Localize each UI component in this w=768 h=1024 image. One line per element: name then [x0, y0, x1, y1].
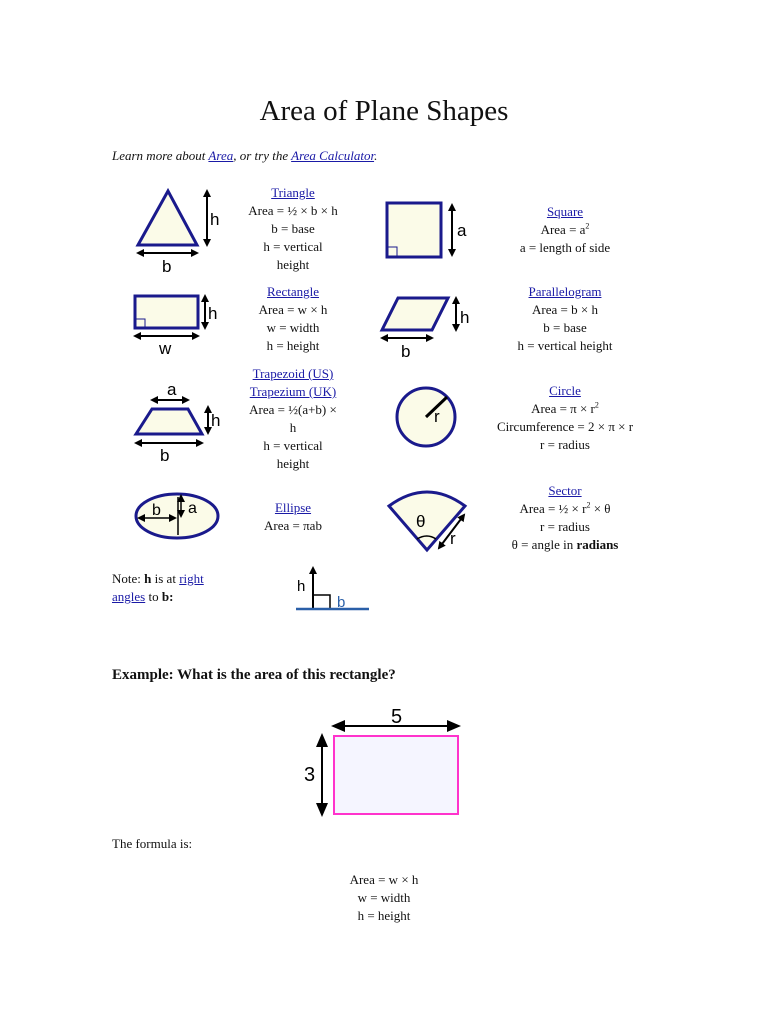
triangle-diagram — [130, 183, 230, 278]
circle-formula — [480, 382, 650, 454]
trapezoid-b-label: b — [160, 446, 170, 465]
circle-diagram — [394, 386, 464, 450]
trapezoid-line: height — [276, 456, 310, 471]
sector-area-text: Area = ½ × r — [519, 501, 587, 516]
intro-suffix: . — [374, 148, 378, 163]
example-rectangle-diagram — [300, 700, 475, 820]
intro-middle: , or try the — [233, 148, 292, 163]
sector-r-line: r = radius — [540, 519, 590, 534]
trapezoid-a-label: a — [167, 380, 177, 399]
triangle-h-label: h — [210, 210, 220, 229]
right-angle-note — [112, 570, 204, 606]
rectangle-formula — [230, 283, 356, 355]
ellipse-diagram — [132, 490, 227, 545]
sector-r-label: r — [450, 529, 456, 548]
note-b: b: — [161, 589, 174, 604]
square-a-label: a — [457, 221, 467, 240]
circle-r-label: r — [434, 407, 440, 426]
parallelogram-h-label: h — [460, 308, 470, 327]
square-area-exp: 2 — [585, 221, 590, 231]
circle-area-line — [480, 400, 650, 418]
area-calculator-link[interactable]: Area Calculator — [291, 148, 375, 163]
circle-area-exp: 2 — [594, 400, 599, 410]
triangle-line: h = vertical — [263, 239, 323, 254]
square-formula — [490, 203, 640, 257]
trapezoid-diagram — [130, 378, 230, 466]
trapezoid-h-label: h — [211, 411, 221, 430]
square-link[interactable]: Square — [546, 204, 584, 219]
square-diagram — [384, 200, 484, 262]
right-angles-link[interactable]: right — [179, 571, 204, 586]
sector-area-tail: × θ — [590, 501, 611, 516]
note-diagram-h-label: h — [297, 578, 306, 595]
trapezoid-us-link[interactable]: Trapezoid (US) — [252, 366, 334, 381]
square-area-text: Area = a — [540, 222, 586, 237]
example-height-label: 3 — [304, 764, 316, 786]
sector-area-exp: 2 — [586, 500, 591, 510]
square-line: a = length of side — [519, 240, 611, 255]
triangle-link[interactable]: Triangle — [271, 185, 315, 200]
trapezoid-line: h — [289, 420, 297, 435]
ellipse-line: Area = πab — [264, 518, 322, 533]
sector-link[interactable]: Sector — [548, 483, 582, 498]
page-title: Area of Plane Shapes — [259, 95, 509, 127]
trapezium-uk-link[interactable]: Trapezium (UK) — [249, 384, 337, 399]
formula-intro: The formula is: — [112, 836, 193, 851]
ellipse-link[interactable]: Ellipse — [274, 500, 312, 515]
sector-theta-bold: radians — [576, 537, 619, 552]
parallelogram-diagram — [378, 293, 488, 361]
ellipse-a-label: a — [188, 500, 197, 517]
note-diagram-b-label: b — [337, 594, 346, 611]
trapezoid-line: h = vertical — [263, 438, 323, 453]
parallelogram-b-label: b — [401, 342, 411, 361]
example-formula-line: w = width — [357, 890, 411, 905]
circle-area-text: Area = π × r — [531, 401, 595, 416]
note-to: to — [145, 589, 162, 604]
parallelogram-line: Area = b × h — [532, 302, 598, 317]
right-angle-diagram — [294, 562, 374, 614]
rectangle-h-label: h — [208, 304, 218, 323]
example-formula — [284, 871, 484, 925]
area-link[interactable]: Area — [208, 148, 234, 163]
example-width-label: 5 — [391, 706, 403, 728]
note-h: h — [144, 571, 152, 586]
intro-prefix: Learn more about — [112, 148, 209, 163]
example-formula-line: h = height — [357, 908, 411, 923]
triangle-line: b = base — [271, 221, 315, 236]
triangle-line: Area = ½ × b × h — [248, 203, 338, 218]
sector-formula — [480, 482, 650, 554]
parallelogram-link[interactable]: Parallelogram — [528, 284, 602, 299]
sector-area-line — [480, 500, 650, 518]
sector-theta-prefix: θ = angle in — [511, 537, 577, 552]
square-area-line — [490, 221, 640, 239]
parallelogram-formula — [490, 283, 640, 355]
intro-text — [112, 148, 377, 164]
rectangle-line: h = height — [266, 338, 320, 353]
triangle-formula — [230, 184, 356, 274]
ellipse-b-label: b — [152, 502, 161, 519]
trapezoid-formula — [230, 365, 356, 473]
parallelogram-line: b = base — [543, 320, 587, 335]
note-middle: is at — [151, 571, 180, 586]
note-prefix: Note: — [112, 571, 145, 586]
example-formula-line: Area = w × h — [349, 872, 419, 887]
triangle-line: height — [276, 257, 310, 272]
right-angles-link-cont[interactable]: angles — [112, 589, 146, 604]
sector-theta-line — [480, 536, 650, 554]
triangle-b-label: b — [162, 257, 172, 276]
circle-line: Circumference = 2 × π × r — [496, 419, 634, 434]
circle-line: r = radius — [540, 437, 590, 452]
ellipse-formula — [230, 499, 356, 535]
trapezoid-line: Area = ½(a+b) × — [249, 402, 337, 417]
circle-link[interactable]: Circle — [549, 383, 581, 398]
rectangle-link[interactable]: Rectangle — [267, 284, 319, 299]
sector-diagram — [384, 490, 474, 560]
rectangle-line: Area = w × h — [258, 302, 328, 317]
example-question: Example: What is the area of this rectangle? — [112, 667, 396, 683]
rectangle-diagram — [130, 292, 230, 357]
parallelogram-line: h = vertical height — [517, 338, 613, 353]
sector-theta-label: θ — [416, 512, 426, 531]
rectangle-line: w = width — [266, 320, 320, 335]
rectangle-w-label: w — [159, 339, 172, 358]
